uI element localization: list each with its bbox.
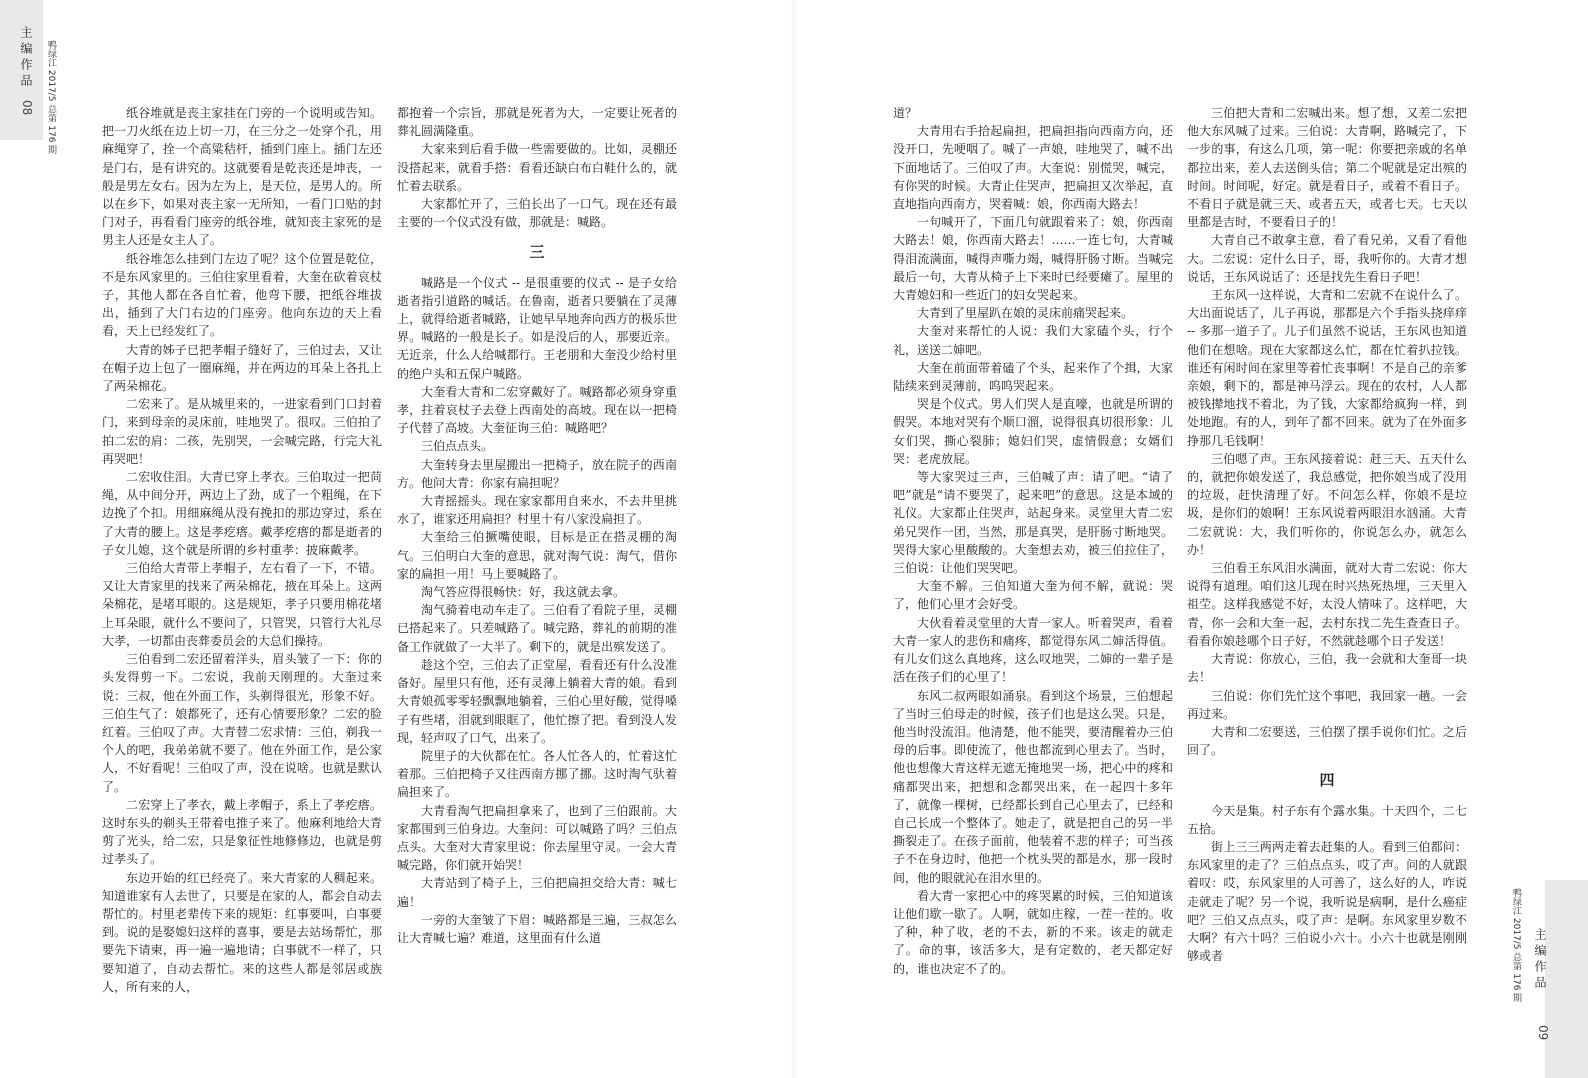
paragraph: 二宏收住泪。大青已穿上孝衣。三伯取过一把苘绳，从中间分开，两边上了劲，成了一个粗绳，在下边挽了个扣。用细麻绳从没有挽扣的那边穿过，系在了大青的腰上。这是孝疙瘩。戴孝疙瘩的都是逝者的子女儿媳，这个就是所谓的乡村重孝：披麻戴孝。 — [102, 470, 382, 557]
paragraph: 院里子的大伙都在忙。各人忙各人的，忙着这忙着那。三伯把椅子又往西南方挪了挪。这时淘气驮着扁担来了。 — [397, 748, 677, 800]
paragraph: 三伯看王东风泪水满面，就对大青二宏说：你大说得有道理。咱们这儿现在时兴热死热埋，三天里入祖茔。这样我感觉不好，太没人情味了。这样吧，大青，你一会和大奎一起，去村东找二先生查查日子。看看你娘趁哪个日子好，不然就趁哪个日子发送！ — [1187, 561, 1467, 648]
paragraph: 大青自己不敢拿主意，看了看兄弟，又看了看他大。二宏说：定什么日子，哥，我听你的。大青才想说话，王东风说话了：还是找先生看日子吧！ — [1187, 233, 1467, 284]
text-column-1 — [102, 104, 382, 996]
text-column-3 — [893, 104, 1173, 978]
paragraph: 淘气骑着电动车走了。三伯看了看院子里，灵棚已搭起来了。只差喊路了。喊完路，葬礼的前期的准备工作就做了一大半了。剩下的，就是出殡发送了。 — [397, 603, 677, 654]
paragraph: 三伯看到二宏还留着洋头，眉头皱了一下：你的头发得剪一下。二宏说，我前天刚理的。大奎过来说：三叔，他在外面工作，头剃得很光，形象不好。三伯生气了：娘都死了，还有心情要形象？二宏的脸红着。三伯叹了声。大青替二宏求情：三伯，剃我一个人的吧，我弟弟就不要了。他在外面工作，是公家人，不好看呢！三伯叹了声，没在说啥。也就是默认了。 — [102, 652, 382, 794]
paragraph: 纸谷堆怎么挂到门左边了呢？这个位置是乾位，不是东风家里的。三伯往家里看着，大奎在砍着哀杖子，其他人都在各自忙着，他弯下腰，把纸谷堆拔出，插到了大门右边的门座旁。他向东边的天上看看，天上已经发红了。 — [102, 251, 382, 339]
paragraph: 大伙看着灵堂里的大青一家人。听着哭声，看着大青一家人的悲伤和痛疼，都觉得东风二婶活得值。有儿女们这么真地疼，这么叹地哭，二婶的一辈子是活在孩子们的心里了！ — [893, 615, 1173, 685]
page-gutter — [790, 0, 798, 1078]
paragraph: 趁这个空，三伯去了正堂屋，看看还有什么没准备好。屋里只有他，还有灵薄上躺着大青的娘。看到大青娘孤零零轻飘飘地躺着，三伯心里好酸，觉得嗓子有些堵，泪就到眼眶了，他忙擦了把。看到没人发现，轻声叹了口气，出来了。 — [397, 657, 677, 745]
paragraph: 三伯嗯了声。王东风接着说：赶三天、五天什么的，就把你娘发送了，我总感觉，把你娘当成了没用的垃圾，赶快清理了好。不问怎么样，你娘不是垃圾，是你们的娘啊！王东风说着两眼泪水汹涌。大青二宏就说：大，我们听你的，你说怎么办，就怎么办！ — [1187, 451, 1467, 557]
paragraph: 大青的姊子已把孝帽子缝好了，三伯过去，又让在帽子边上包了一圈麻绳，并在两边的耳朵上各扎上了两朵棉花。 — [102, 342, 382, 394]
left-page-number: 08 — [20, 100, 34, 116]
paragraph: 道？ — [893, 106, 918, 120]
paragraph: 大青说：你放心，三伯，我一会就和大奎哥一块去！ — [1187, 652, 1467, 685]
paragraph: 大奎不解。三伯知道大奎为何不解，就说：哭了，他们心里才会好受。 — [893, 579, 1173, 612]
text-column-4 — [1187, 104, 1467, 965]
paragraph: 东边开始的红已经亮了。来大青家的人稠起来。知道谁家有人去世了，只要是在家的人，都会自动去帮忙的。村里老辈传下来的规矩：红事要叫，白事要到。说的是娶媳妇这样的喜事，要是去站场帮忙，那要先下请柬，再一遍一遍地请；白事就不一样了，只要知道了，自动去帮忙。来的这些人都是邻居或族人，所有来的人， — [102, 870, 382, 994]
paragraph: 今天是集。村子东有个露水集。十天四个，二七五拾。 — [1187, 803, 1467, 836]
paragraph: 大奎看大青和二宏穿戴好了。喊路都必须身穿重孝，拄着哀杖子去登上西南处的高坡。现在以一把椅子代替了高坡。大奎征询三伯：喊路吧？ — [397, 384, 677, 436]
paragraph: 三伯给大青带上孝帽子，左右看了一下，不错。又让大青家里的找来了两朵棉花，掖在耳朵上。这两朵棉花，是堵耳眼的。这是规矩，孝子只要用棉花堵上耳朵眼，就什么不要问了，只管哭，只管行大礼尽大孝，一切都由丧葬委员会的大总们操持。 — [102, 561, 382, 648]
section-heading: 四 — [1319, 771, 1335, 790]
paragraph: 大奎转身去里屋搬出一把椅子，放在院子的西南方。他问大青：你家有扁担呢？ — [397, 457, 677, 490]
paragraph: 王东风一这样说，大青和二宏就不在说什么了。大出面说话了，儿子再说，那都是六个手指头挠痒痒 -- 多那一道子了。儿子们虽然不说话，王东风也知道他们在想啥。现在大家都这么忙，都在忙着扒拉钱。谁还有闲时间在家里等着忙丧事啊！不是自己的亲爹亲娘，剩下的，都是神马浮云。现在的农村，人人都被钱撵地找不着北，为了钱，大家都给疯狗一样，到处地跑。有的人，到年了都不回来。就为了在外面多挣那几毛钱啊！ — [1187, 288, 1467, 448]
paragraph: 大家来到后看手做一些需要做的。比如，灵棚还没搭起来，就看手搭：看看还缺白布白鞋什么的，就忙着去联系。 — [397, 142, 677, 193]
left-section-label: 主编作品 — [19, 26, 33, 90]
paragraph: 大青和二宏要送，三伯摆了摆手说你们忙。之后回了。 — [1187, 724, 1467, 758]
paragraph: 三伯说：你们先忙这个事吧，我回家一趟。一会再过来。 — [1187, 688, 1467, 721]
paragraph: 哭是个仪式。男人们哭人是直嚎，也就是所谓的假哭。本地对哭有个顺口溜，说得很真切很形象：儿女们哭，撕心裂肺；媳妇们哭，虚情假意；女婿们哭：老虎放屁。 — [893, 397, 1173, 466]
right-corner-tab — [1545, 880, 1588, 1078]
right-section-label: 主编作品 — [1533, 928, 1547, 992]
paragraph: 都抱着一个宗旨，那就是死者为大，一定要让死者的葬礼圆满隆重。 — [397, 106, 677, 139]
paragraph: 二宏来了。是从城里来的，一进家看到门口封着门，来到母亲的灵床前，哇地哭了。很叹。三伯拍了拍二宏的肩：二孩，先别哭，一会喊完路，行完大礼再哭吧！ — [102, 397, 382, 466]
left-issue-info: 鸭绿江 2017/5 总第 176 期 — [46, 40, 56, 155]
paragraph: 大青用右手拾起扁担，把扁担指向西南方向，还没开口，先哽咽了。喊了一声娘，哇地哭了，喊不出下面地话了。三伯叹了声。大奎说：别慌哭，喊完，有你哭的时候。大青止住哭声，把扁担又次举起，直直地指向西南方，哭着喊：娘，你西南大路去！ — [893, 124, 1173, 212]
paragraph: 看大青一家把心中的疼哭累的时候，三伯知道该让他们歇一歇了。人啊，就如庄稼，一茬一茬的。收了种，种了收，老的不去，新的不来。该走的就走了。命的事，该活多大，是有定数的，老天都定好的，谁也决定不了的。 — [893, 888, 1173, 976]
section-heading: 三 — [529, 243, 545, 262]
paragraph: 大奎在前面带着磕了个头，起来作了个揖，大家陆续来到灵薄前，呜呜哭起来。 — [893, 360, 1173, 394]
paragraph: 大青摇摇头。现在家家都用自来水，不去井里挑水了，谁家还用扁担？村里十有八家没扁担了。 — [397, 494, 677, 527]
paragraph: 二宏穿上了孝衣，戴上孝帽子，系上了孝疙瘩。这时东头的剃头王带着电推子来了。他麻利地给大青剪了光头，给二宏，只是象征性地修修边，也就是剪过孝头了。 — [102, 797, 382, 867]
paragraph: 三伯把大青和二宏喊出来。想了想，又差二宏把他大东风喊了过来。三伯说：大青啊，路喊完了，下一步的事，有这么几项，第一呢：你要把亲戚的名单都拉出来，差人去送倒头信；第二个呢就是定出殡的时间。时间呢，好定。就是看日子，或着不看日子。不看日子就是就三天、或者五天，或者七天。七天以里都是吉时，不要看日子的！ — [1187, 106, 1467, 230]
paragraph: 大奎给三伯撅嘴使眼，目标是正在搭灵棚的淘气。三伯明白大奎的意思，就对淘气说：淘气，借你家的扁担一用！马上要喊路了。 — [397, 530, 677, 581]
paragraph: 大奎对来帮忙的人说：我们大家磕个头，行个礼，送送二婶吧。 — [893, 324, 1173, 357]
right-issue-info: 鸭绿江 2017/5 总第 176 期 — [1511, 888, 1521, 1003]
paragraph: 东风二叔两眼如涌泉。看到这个场景，三伯想起了当时三伯母走的时候，孩子们也是这么哭。只是，他当时没流泪。他清楚，他不能哭，要清醒着办三伯母的后事。即使流了，他也都流到心里去了。当时，他也想像大青这样无遮无掩地哭一场，把心中的疼和痛都哭出来，把想和念都哭出来，在一起四十多年了，就像一棵树，已经都长到自己心里去了，已经和自己长成一个整体了。她走了，就是把自己的另一半撕裂走了。在孩子面前，他装着不悲的样子；可当孩子不在身边时，他把一个枕头哭的都是水，那一段时间，他的眼就沁在泪水里的。 — [893, 688, 1173, 885]
text-column-2 — [397, 104, 677, 947]
paragraph: 一句喊开了，下面几句就跟着来了：娘，你西南大路去！娘，你西南大路去！……一连七句，大青喊得泪流满面，喊得声嘶力竭，喊得肝肠寸断。当喊完最后一句，大青从椅子上下来时已经要瘫了。屋里的大青媳妇和一些近门的妇女哭起来。 — [893, 215, 1173, 303]
paragraph: 大家都忙开了，三伯长出了一口气。现在还有最主要的一个仪式没有做，那就是：喊路。 — [397, 197, 677, 230]
right-page-number: 09 — [1536, 1025, 1550, 1041]
paragraph: 大青到了里屋趴在娘的灵床前痛哭起来。 — [917, 306, 1134, 321]
paragraph: 街上三三两两走着去赶集的人。看到三伯都问：东风家里的走了？三伯点点头，哎了声。问的人就跟着叹：哎，东风家里的人可善了，这么好的人，咋说走就走了呢？另一个说，我听说是病啊，是什么癌症吧？三伯又点点头，哎了声：是啊。东风家里岁数不大啊？有六十吗？三伯说小六十。小六十也就是刚刚够或者 — [1187, 839, 1467, 964]
paragraph: 淘气答应得很畅快：好，我这就去拿。 — [421, 585, 626, 600]
paragraph: 一旁的大奎皱了下眉：喊路都是三遍，三叔怎么让大青喊七遍？难道，这里面有什么道 — [397, 912, 677, 945]
paragraph: 纸谷堆就是丧主家挂在门旁的一个说明或告知。把一刀火纸在边上切一刀，在三分之一处穿个孔，用麻绳穿了，拴一个高粱秸杆，插到门座上。插门左还是门右，是有讲究的。这就要看是乾丧还是坤丧，一般是男左女右。因为左为上，是天位，是男人的。所以在乡下，如果对丧主家一无所知，一看门口贴的封门对子，再看看门座旁的纸谷堆，就知丧主家死的是男主人还是女主人了。 — [102, 106, 382, 248]
paragraph: 大青看淘气把扁担拿来了，也到了三伯跟前。大家都围到三伯身边。大奎问：可以喊路了吗？三伯点点头。大奎对大青家里说：你去屋里守灵。一会大青喊完路，你们就开始哭！ — [397, 803, 677, 873]
paragraph: 大青站到了椅子上，三伯把扁担交给大青：喊七遍！ — [397, 876, 677, 909]
paragraph: 三伯点点头。 — [421, 439, 494, 454]
paragraph: 等大家哭过三声，三伯喊了声：请了吧。“请了吧”就是“请不要哭了，起来吧”的意思。这是本域的礼仪。大家都止住哭声，站起身来。灵堂里大青二宏弟兄哭作一团，当然，那是真哭，是肝肠寸断地哭。哭得大家心里酸酸的。大奎想去劝，被三伯拉住了，三伯说：让他们哭哭吧。 — [893, 470, 1173, 576]
paragraph: 喊路是一个仪式 -- 是很重要的仪式 -- 是子女给逝者指引道路的喊话。在鲁南，逝者只要躺在了灵薄上，就得给逝者喊路，让她早早地奔向西方的极乐世界。喊路的一般是长子。如是没后的人，那要近亲。无近亲，什么人给喊都行。王老朋和大奎没少给村里的绝户头和五保户喊路。 — [397, 275, 677, 381]
